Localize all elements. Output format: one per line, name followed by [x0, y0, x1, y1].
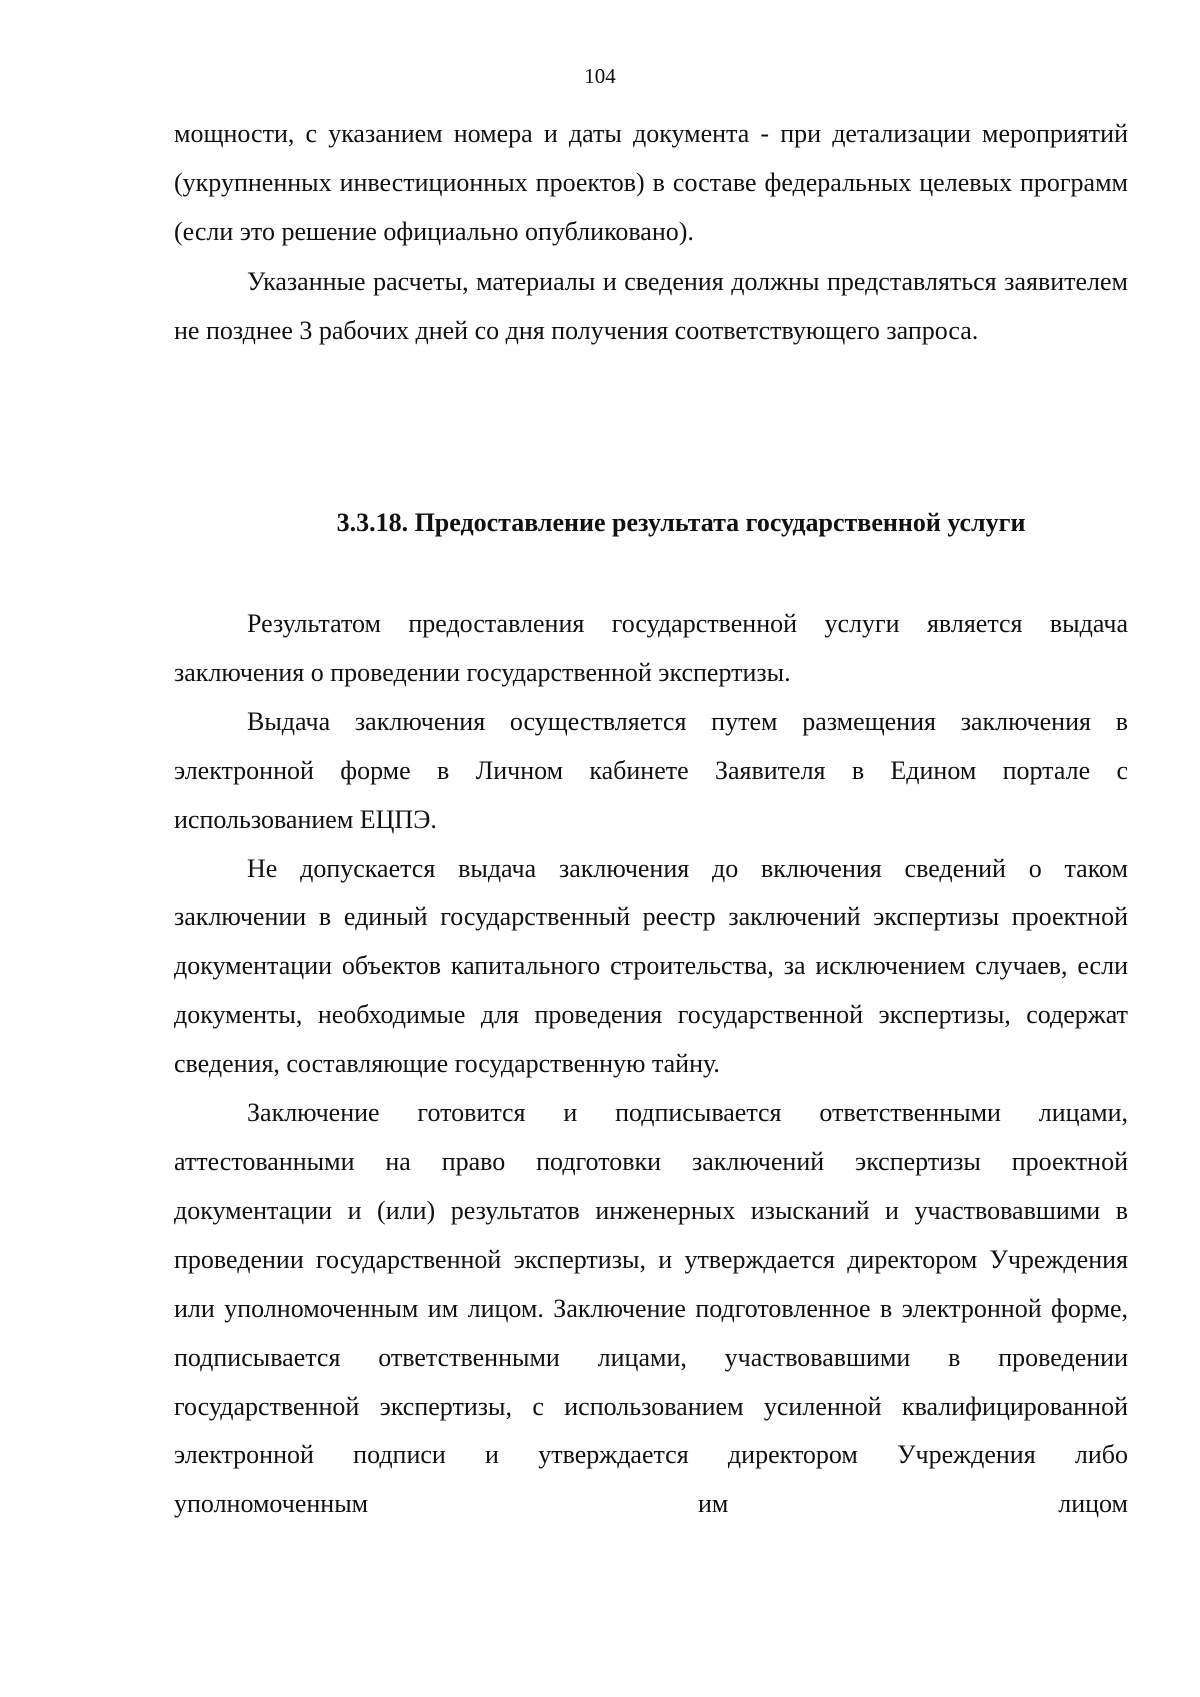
page-number: 104 — [584, 64, 616, 88]
section-paragraph: Результатом предоставления государственной услуги является выдача заключения о проведении государственной экспертизы. — [174, 609, 1128, 687]
section-text-block — [174, 600, 1128, 1529]
intro-paragraph-continuation: мощности, с указанием номера и даты документа - при детализации мероприятий (укрупненных инвестиционных проектов) в составе федеральных целевых программ (если это решение официально опубликовано). — [174, 119, 1128, 246]
section-paragraph: Заключение готовится и подписывается ответственными лицами, аттестованными на право подготовки заключений экспертизы проектной документации и (или) результатов инженерных изысканий и участвовавшими в проведении государственной экспертизы, и утверждается директором Учреждения или уполномоченным им лицом. Заключение подготовленное в электронной форме, подписывается ответственными лицами, участвовавшими в проведении государственной экспертизы, с использованием усиленной квалифицированной электронной подписи и утверждается директором Учреждения либо уполномоченным им лицом — [174, 1098, 1128, 1519]
intro-paragraph: Указанные расчеты, материалы и сведения должны представляться заявителем не позднее 3 рабочих дней со дня получения соответствующего запроса. — [174, 266, 1128, 345]
intro-text-block — [174, 110, 1128, 356]
section-paragraph: Не допускается выдача заключения до включения сведений о таком заключении в единый государственный реестр заключений экспертизы проектной документации объектов капитального строительства, за исключением случаев, если документы, необходимые для проведения государственной экспертизы, содержат сведения, составляющие государственную тайну. — [174, 853, 1128, 1079]
section-paragraph: Выдача заключения осуществляется путем размещения заключения в электронной форме в Личном кабинете Заявителя в Едином портале с использованием ЕЦПЭ. — [174, 706, 1128, 834]
section-heading: 3.3.18. Предоставление результата государственной услуги — [336, 508, 1026, 537]
